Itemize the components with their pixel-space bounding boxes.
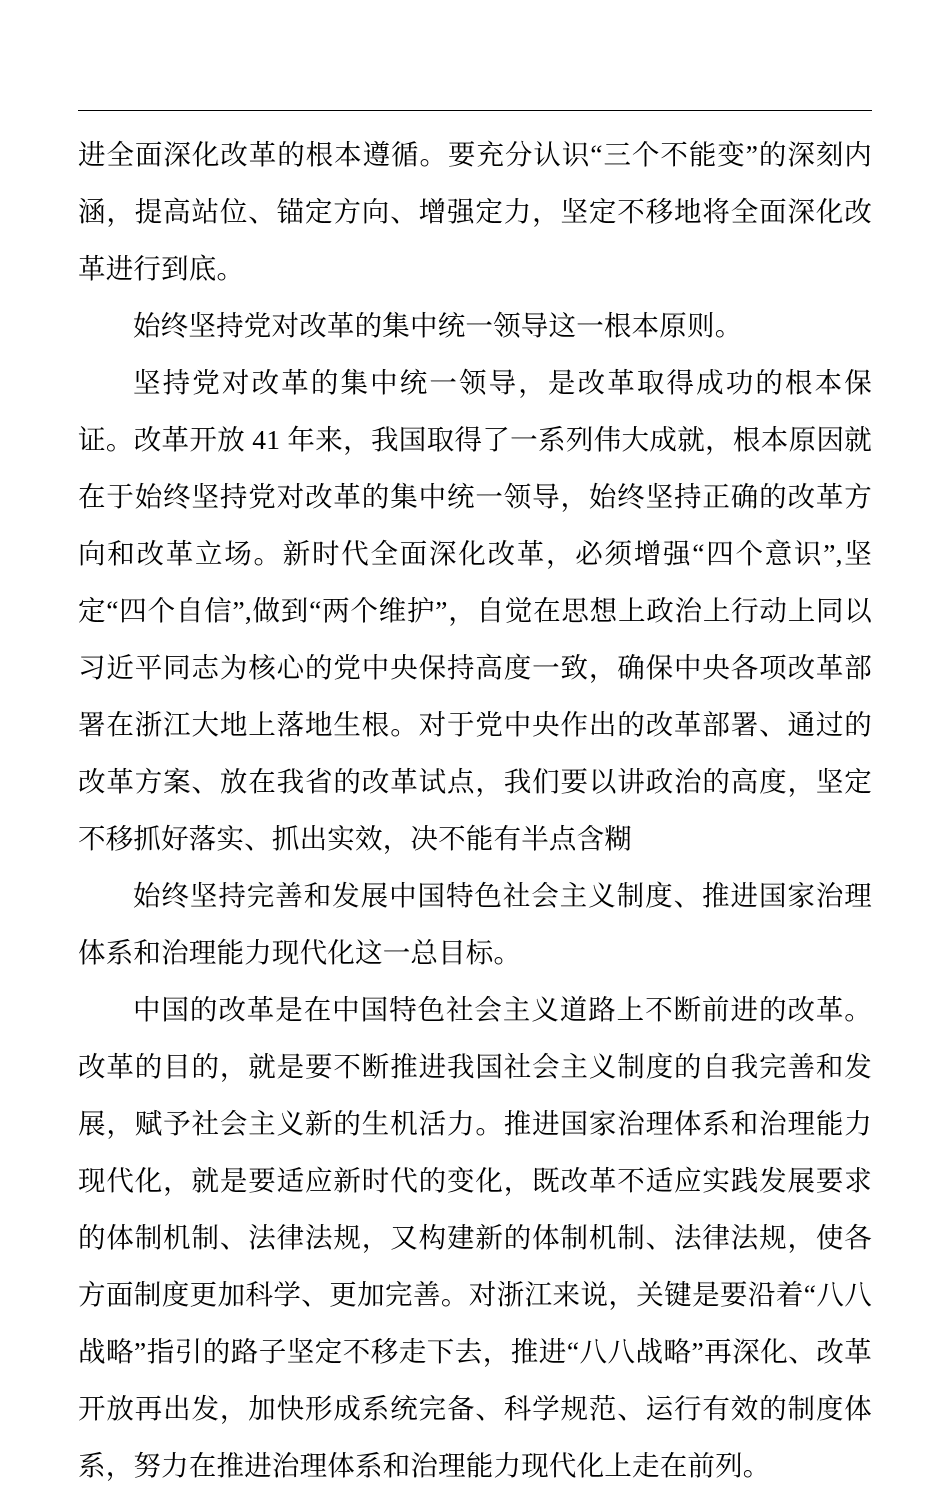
paragraph: 坚持党对改革的集中统一领导，是改革取得成功的根本保证。改革开放 41 年来，我国取得了一系列伟大成就，根本原因就在于始终坚持党对改革的集中统一领导，始终坚持正确的改革方向和改革立场。新时代全面深化改革，必须增强“四个意识”,坚定“四个自信”,做到“两个维护”，自觉在思想上政治上行动上同以习近平同志为核心的党中央保持高度一致，确保中央各项改革部署在浙江大地上落地生根。对于党中央作出的改革部署、通过的改革方案、放在我省的改革试点，我们要以讲政治的高度，坚定不移抓好落实、抓出实效，决不能有半点含糊 bbox=[78, 367, 872, 854]
paragraph: 中国的改革是在中国特色社会主义道路上不断前进的改革。改革的目的，就是要不断推进我国社会主义制度的自我完善和发展，赋予社会主义新的生机活力。推进国家治理体系和治理能力现代化，就是要适应新时代的变化，既改革不适应实践发展要求的体制机制、法律法规，又构建新的体制机制、法律法规，使各方面制度更加科学、更加完善。对浙江来说，关键是要沿着“八八战略”指引的路子坚定不移走下去，推进“八八战略”再深化、改革开放再出发，加快形成系统完备、科学规范、运行有效的制度体系，努力在推进治理体系和治理能力现代化上走在前列。 bbox=[78, 994, 872, 1481]
document-body bbox=[78, 126, 872, 1494]
header-divider bbox=[78, 110, 872, 111]
paragraph: 始终坚持党对改革的集中统一领导这一根本原则。 bbox=[133, 310, 743, 341]
paragraph: 进全面深化改革的根本遵循。要充分认识“三个不能变”的深刻内涵，提高站位、锚定方向、增强定力，坚定不移地将全面深化改革进行到底。 bbox=[78, 139, 872, 284]
paragraph: 始终坚持完善和发展中国特色社会主义制度、推进国家治理体系和治理能力现代化这一总目标。 bbox=[78, 880, 872, 968]
